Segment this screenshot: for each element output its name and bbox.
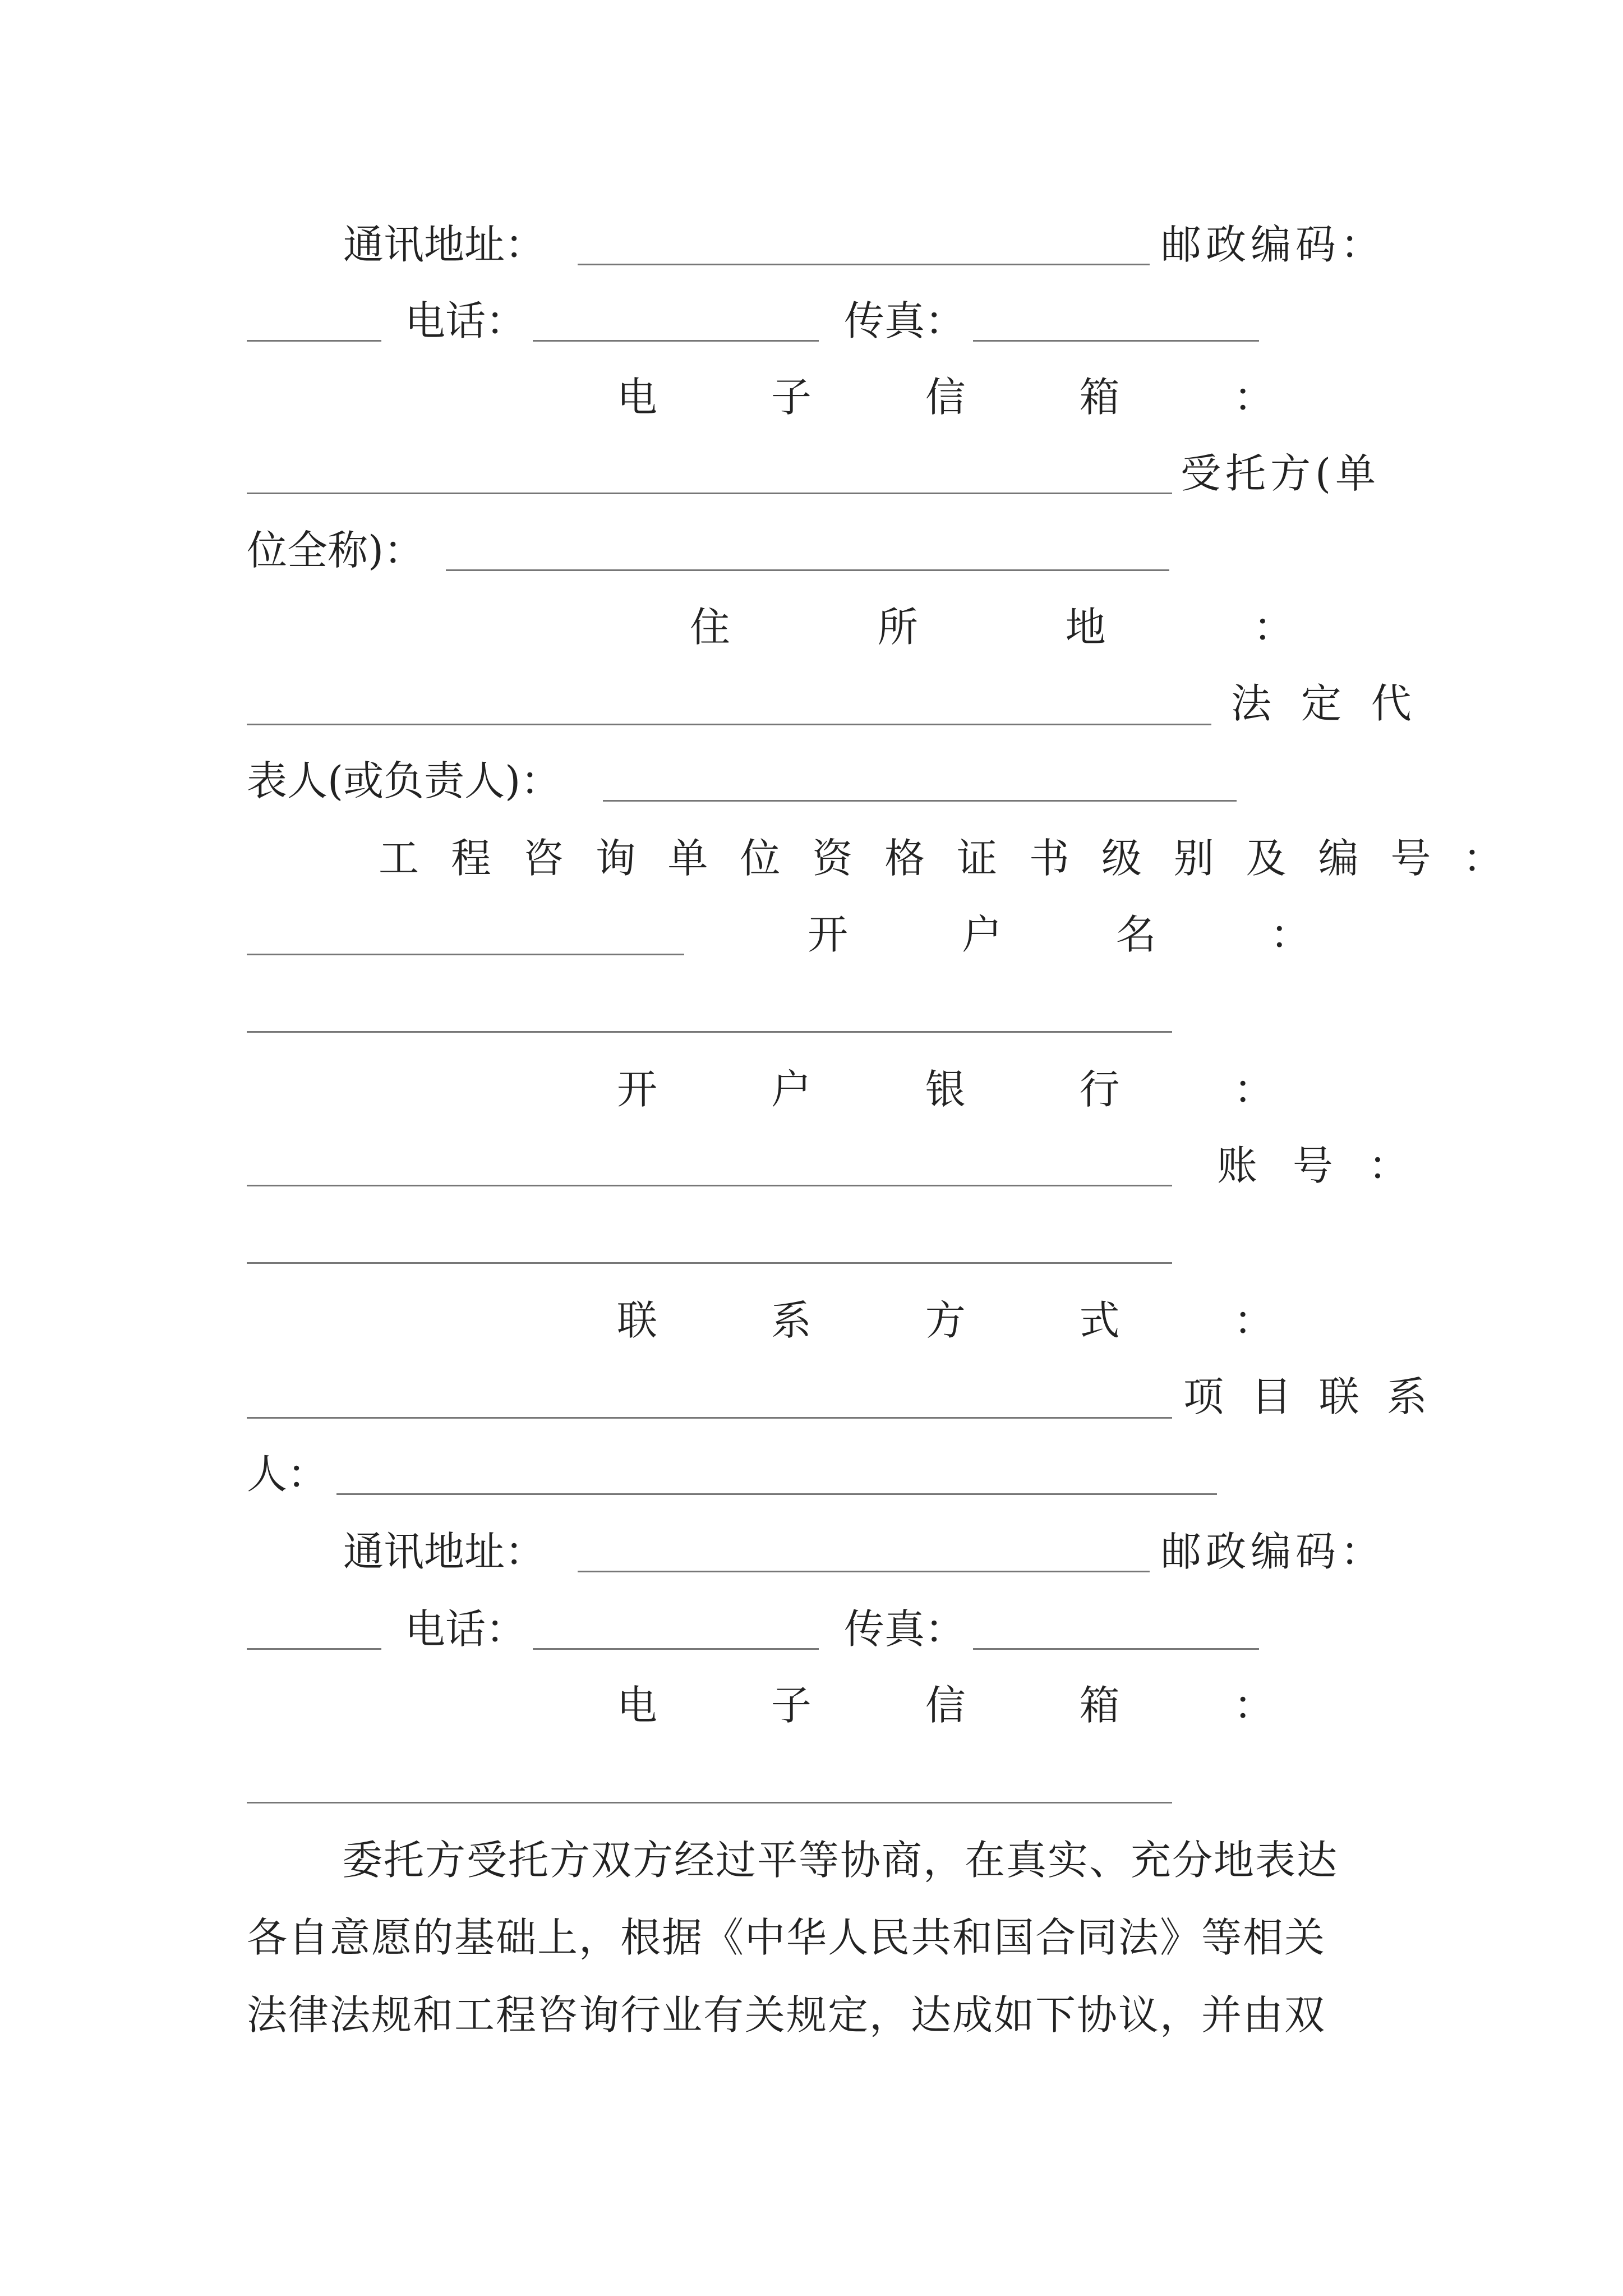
legal-rep-field[interactable] [603,800,1237,802]
account-name-field[interactable] [247,1031,1172,1033]
bank-field[interactable] [247,1185,1172,1186]
fax-label: 传真： [844,297,966,344]
email-label: 电 子 信 箱 ： [617,374,1274,421]
contact-method-field[interactable] [247,1417,1172,1419]
phone-label: 电话： [405,297,527,344]
postal-code-field[interactable] [247,340,381,342]
fax-field[interactable] [973,340,1259,342]
trustee-title-label: 受托方(单 [1181,450,1381,497]
email-field[interactable] [247,493,1172,494]
phone-label-2: 电话： [405,1605,527,1653]
account-name-label: 开 户 名 ： [808,911,1311,958]
domicile-field[interactable] [247,724,1211,725]
intro-paragraph-line-1: 委托方受托方双方经过平等协商，在真实、充分地表达 [342,1837,1339,1884]
qualification-field[interactable] [247,954,684,955]
phone-field-2[interactable] [533,1648,819,1650]
mail-address-label: 通讯地址： [343,221,546,268]
fax-label-2: 传真： [844,1605,966,1653]
legal-rep-label: 法 定 代 [1231,680,1412,727]
postal-code-field-2[interactable] [247,1648,381,1650]
postal-code-label: 邮政编码： [1161,221,1386,268]
mail-address-field[interactable] [578,264,1150,265]
project-contact-label-cont: 人： [247,1451,328,1498]
domicile-label: 住 所 地 ： [690,604,1294,651]
account-no-label: 账 号 ： [1217,1142,1409,1189]
project-contact-label: 项 目 联 系 [1183,1373,1427,1420]
email-label-2: 电 子 信 箱 ： [617,1682,1274,1729]
fax-field-2[interactable] [973,1648,1259,1650]
contact-method-label: 联 系 方 式 ： [617,1297,1274,1344]
intro-paragraph-line-3: 法律法规和工程咨询行业有关规定，达成如下协议，并由双 [247,1991,1326,2039]
postal-code-label-2: 邮政编码： [1161,1528,1386,1575]
intro-paragraph-line-2: 各自意愿的基础上，根据《中华人民共和国合同法》等相关 [247,1914,1326,1961]
bank-label: 开 户 银 行 ： [617,1066,1274,1113]
account-no-field[interactable] [247,1262,1172,1264]
trustee-title-label-cont: 位全称)： [247,527,425,574]
qualification-label: 工 程 咨 询 单 位 资 格 证 书 级 别 及 编 号 ： [379,835,1504,882]
legal-rep-label-cont: 表人(或负责人)： [247,757,561,804]
project-contact-field[interactable] [336,1493,1217,1495]
mail-address-field-2[interactable] [578,1571,1150,1572]
mail-address-label-2: 通讯地址： [343,1528,546,1575]
email-field-2[interactable] [247,1802,1172,1803]
phone-field[interactable] [533,340,819,342]
trustee-name-field[interactable] [446,569,1169,571]
